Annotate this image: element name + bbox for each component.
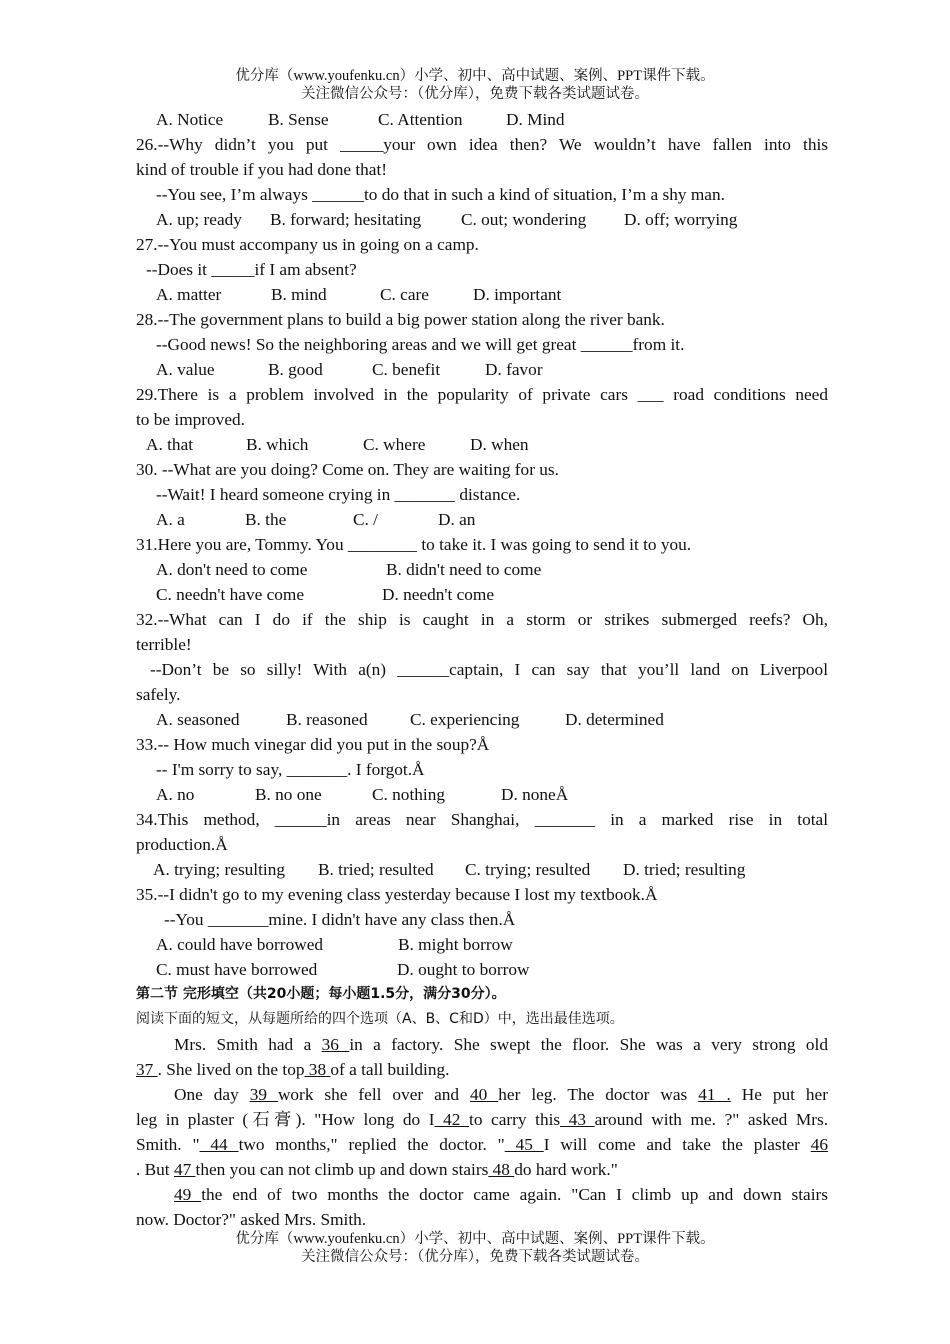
passage-line	[136, 1182, 828, 1207]
q34-line-2: production.Å	[136, 835, 228, 854]
q31-options-2	[136, 582, 828, 607]
passage-text: One day	[174, 1085, 250, 1104]
passage-text: I will come and take the plaster	[543, 1135, 811, 1154]
passage-line	[136, 1032, 828, 1057]
option-d: D. determined	[565, 710, 664, 729]
page-header	[0, 67, 950, 103]
passage-line	[136, 1082, 828, 1107]
header-line-2: 关注微信公众号：（优分库），免费下载各类试题试卷。	[301, 86, 649, 102]
q25-options	[136, 107, 828, 132]
option-a: A. matter	[156, 285, 222, 304]
q35-options-2	[136, 957, 828, 982]
option-c: C. trying; resulted	[465, 860, 591, 879]
option-d: D. ought to borrow	[397, 960, 530, 979]
q28-line-2: --Good news! So the neighboring areas and we will get great ______from it.	[156, 335, 685, 354]
q33-line-2: -- I'm sorry to say, _______. I forgot.Å	[156, 760, 425, 779]
q35-line-1: 35.--I didn't go to my evening class yesterday because I lost my textbook.Å	[136, 885, 658, 904]
blank-37: 37	[136, 1060, 158, 1079]
q34-options	[136, 857, 828, 882]
blank-38: 38	[304, 1060, 331, 1079]
q26-line-2: kind of trouble if you had done that!	[136, 160, 388, 179]
q26-line-3: --You see, I’m always ______to do that in such a kind of situation, I’m a shy man.	[156, 185, 725, 204]
passage-text: . But	[136, 1160, 174, 1179]
section-title: 第二节 完形填空（共20小题；每小题1.5分，满分30分）。	[136, 986, 506, 1002]
passage-text: leg in plaster (石膏). "How long do I	[136, 1110, 435, 1129]
q28-options	[136, 357, 828, 382]
option-b: B. the	[245, 510, 287, 529]
option-c: C. needn't have come	[156, 585, 305, 604]
option-c: C. must have borrowed	[156, 960, 318, 979]
passage-text: the end of two months the doctor came again. "Can I climb up and down stairs	[201, 1185, 828, 1204]
header-line-1: 优分库（www.youfenku.cn）小学、初中、高中试题、案例、PPT课件下载。	[235, 68, 715, 84]
option-b: B. didn't need to come	[386, 560, 542, 579]
blank-39: 39	[249, 1085, 278, 1104]
option-b: B. forward; hesitating	[270, 210, 422, 229]
option-b: B. no one	[255, 785, 322, 804]
passage-text: work she fell over and	[277, 1085, 471, 1104]
option-a: A. don't need to come	[156, 560, 308, 579]
passage-text: in a factory. She swept the floor. She was a very strong old	[349, 1035, 828, 1054]
q29-line-2: to be improved.	[136, 410, 245, 429]
section-instruction: 阅读下面的短文，从每题所给的四个选项（A、B、C和D）中，选出最佳选项。	[136, 1011, 624, 1027]
q29-line-1: 29.There is a problem involved in the popularity of private cars ___ road conditions need	[136, 385, 828, 404]
passage-text: to carry this	[469, 1110, 561, 1129]
option-b: B. mind	[271, 285, 327, 304]
option-a: A. could have borrowed	[156, 935, 323, 954]
q31-options-1	[136, 557, 828, 582]
q27-options	[136, 282, 828, 307]
passage-line	[136, 1107, 828, 1132]
passage-line	[136, 1157, 828, 1182]
q31-line-1: 31.Here you are, Tommy. You ________ to take it. I was going to send it to you.	[136, 535, 692, 554]
passage-text: do hard work."	[514, 1160, 618, 1179]
option-a: A. that	[146, 435, 194, 454]
q27-line-2: --Does it _____if I am absent?	[146, 260, 357, 279]
option-d: D. needn't come	[382, 585, 495, 604]
option-d: D. important	[473, 285, 562, 304]
blank-44: 44	[199, 1135, 239, 1154]
option-a: A. Notice	[156, 110, 224, 129]
q26-options	[136, 207, 828, 232]
passage-text: her leg. The doctor was	[498, 1085, 699, 1104]
q29-options	[136, 432, 828, 457]
q30-options	[136, 507, 828, 532]
q32-line-2: terrible!	[136, 635, 192, 654]
option-b: B. might borrow	[398, 935, 513, 954]
q28-line-1: 28.--The government plans to build a big power station along the river bank.	[136, 310, 665, 329]
option-c: C. care	[380, 285, 429, 304]
option-d: D. Mind	[506, 110, 565, 129]
option-c: C. benefit	[372, 360, 441, 379]
q32-options	[136, 707, 828, 732]
q35-options-1	[136, 932, 828, 957]
option-b: B. tried; resulted	[318, 860, 434, 879]
option-b: B. good	[268, 360, 323, 379]
page-footer	[0, 1230, 950, 1266]
option-c: C. /	[353, 510, 378, 529]
option-a: A. a	[156, 510, 185, 529]
option-d: D. favor	[485, 360, 543, 379]
blank-48: 48	[488, 1160, 515, 1179]
option-c: C. Attention	[378, 110, 463, 129]
option-a: A. no	[156, 785, 195, 804]
q32-line-3: --Don’t be so silly! With a(n) ______captain, I can say that you’ll land on Liverpool	[150, 660, 828, 679]
option-c: C. where	[363, 435, 426, 454]
passage-text: . She lived on the top	[157, 1060, 305, 1079]
q26-line-1: 26.--Why didn’t you put _____your own idea then? We wouldn’t have fallen into this	[136, 135, 828, 154]
q30-line-1: 30. --What are you doing? Come on. They are waiting for us.	[136, 460, 559, 479]
option-b: B. which	[246, 435, 309, 454]
option-d: D. an	[438, 510, 476, 529]
passage-text: two months," replied the doctor. "	[238, 1135, 505, 1154]
option-a: A. seasoned	[156, 710, 240, 729]
blank-45: 45	[504, 1135, 544, 1154]
q32-line-1: 32.--What can I do if the ship is caught in a storm or strikes submerged reefs? Oh,	[136, 610, 828, 629]
passage-line: now. Doctor?" asked Mrs. Smith.	[136, 1210, 367, 1229]
option-a: A. up; ready	[156, 210, 242, 229]
passage-text: Mrs. Smith had a	[174, 1035, 322, 1054]
passage-text: Smith. "	[136, 1135, 200, 1154]
option-a: A. trying; resulting	[153, 860, 285, 879]
option-d: D. when	[470, 435, 529, 454]
option-b: B. Sense	[268, 110, 329, 129]
option-c: C. out; wondering	[461, 210, 587, 229]
option-a: A. value	[156, 360, 215, 379]
option-b: B. reasoned	[286, 710, 368, 729]
blank-36: 36	[321, 1035, 350, 1054]
option-d: D. off; worrying	[624, 210, 738, 229]
q34-line-1: 34.This method, ______in areas near Shanghai, _______ in a marked rise in total	[136, 810, 828, 829]
exam-content	[136, 107, 828, 1232]
passage-line	[136, 1057, 828, 1082]
blank-47: 47	[173, 1160, 196, 1179]
blank-42: 42	[434, 1110, 470, 1129]
blank-43: 43	[560, 1110, 595, 1129]
blank-40: 40	[470, 1085, 499, 1104]
passage-text: of a tall building.	[330, 1060, 450, 1079]
option-d: D. noneÅ	[501, 785, 569, 804]
option-c: C. nothing	[372, 785, 445, 804]
passage-line	[136, 1132, 828, 1157]
blank-46: 46	[810, 1135, 829, 1154]
passage-text: He put her	[730, 1085, 828, 1104]
q32-line-4: safely.	[136, 685, 181, 704]
blank-49: 49	[174, 1185, 202, 1204]
blank-41: 41 .	[698, 1085, 731, 1104]
passage-text: around with me. ?" asked Mrs.	[594, 1110, 829, 1129]
q33-line-1: 33.-- How much vinegar did you put in the soup?Å	[136, 735, 490, 754]
q27-line-1: 27.--You must accompany us in going on a camp.	[136, 235, 479, 254]
q35-line-2: --You _______mine. I didn't have any class then.Å	[164, 910, 516, 929]
q33-options	[136, 782, 828, 807]
footer-line-2: 关注微信公众号：（优分库），免费下载各类试题试卷。	[301, 1249, 649, 1265]
option-d: D. tried; resulting	[623, 860, 746, 879]
option-c: C. experiencing	[410, 710, 520, 729]
footer-line-1: 优分库（www.youfenku.cn）小学、初中、高中试题、案例、PPT课件下载。	[235, 1231, 715, 1247]
q30-line-2: --Wait! I heard someone crying in _______ distance.	[156, 485, 521, 504]
passage-text: then you can not climb up and down stairs	[195, 1160, 489, 1179]
